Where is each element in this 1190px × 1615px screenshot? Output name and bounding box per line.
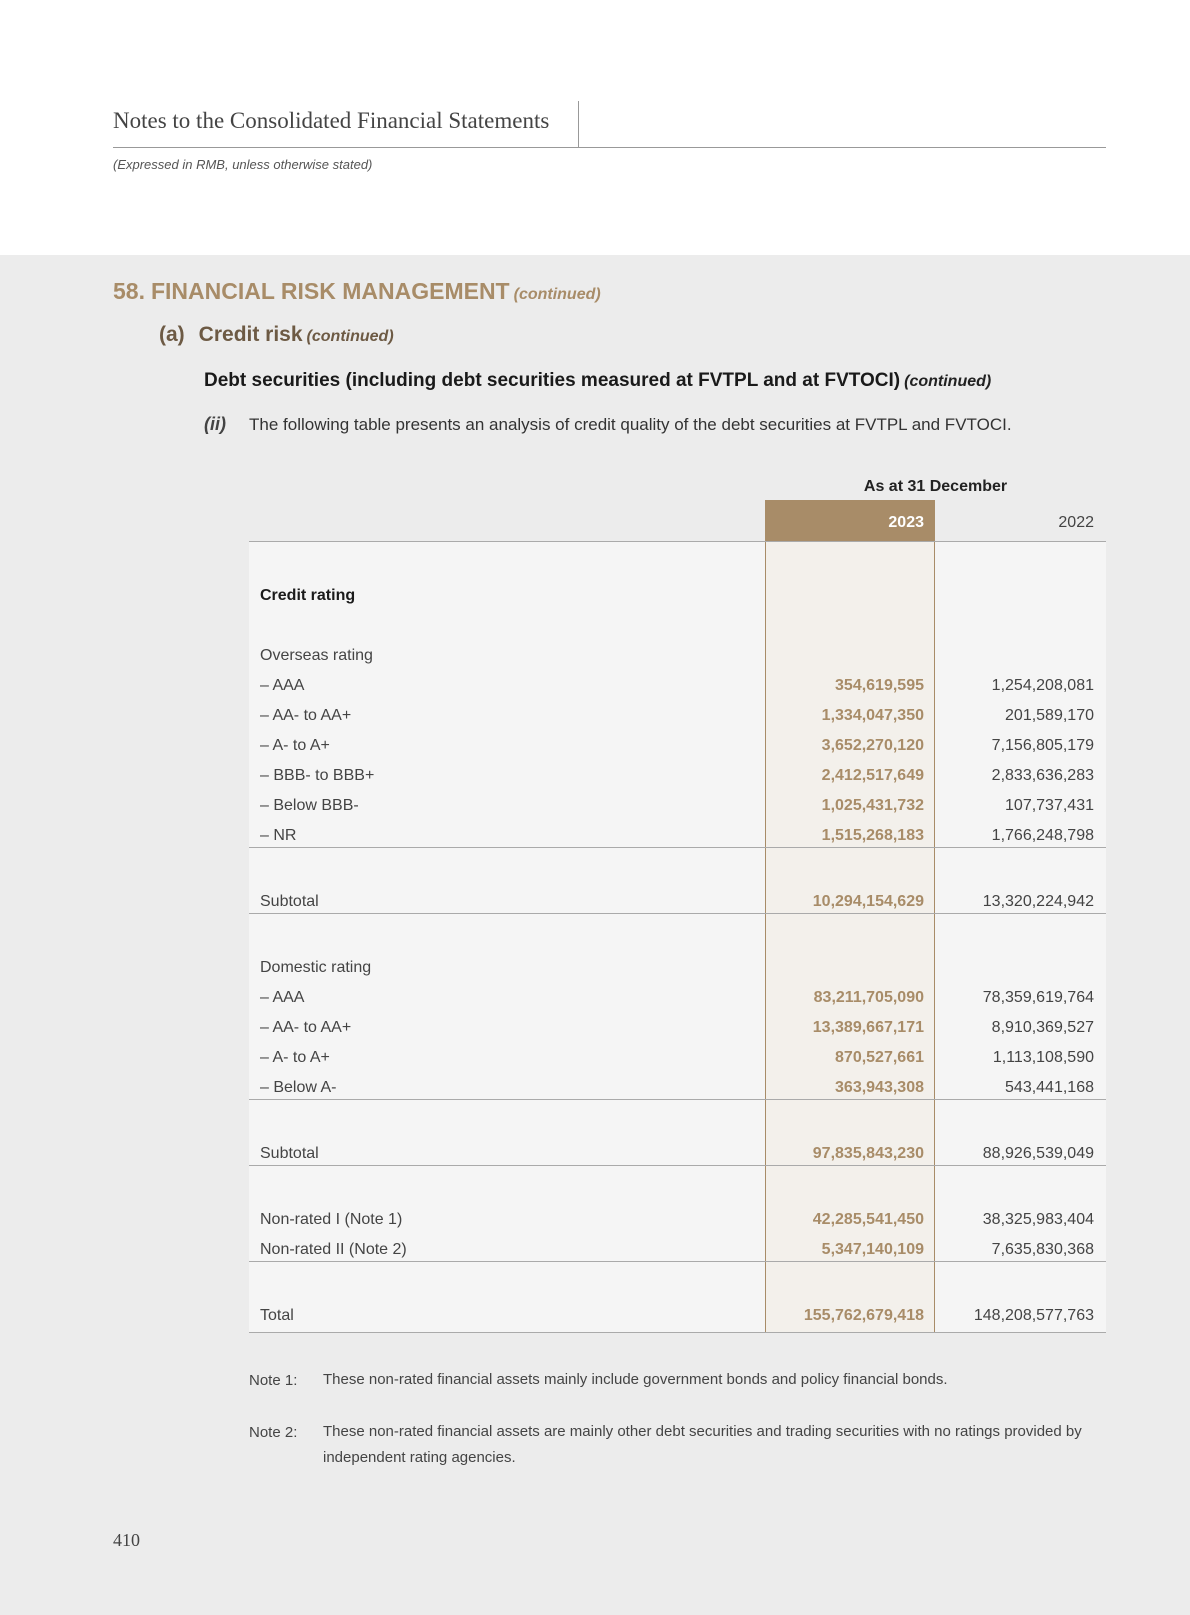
table-row-label: – A- to A+ [260, 1049, 330, 1066]
table-cell-2023: 1,334,047,350 [821, 707, 924, 724]
table-section-rule [249, 1261, 1106, 1262]
note-text: These non-rated financial assets are mainly other debt securities and trading securities with no ratings provided by independent rating agencies. [323, 1423, 1082, 1466]
subsection-number: (a) [159, 323, 185, 346]
note-label: Note 2: [249, 1424, 298, 1441]
table-cell-2023: 13,389,667,171 [812, 1019, 924, 1036]
table-row-label: – A- to A+ [260, 737, 330, 754]
table-row-label: Subtotal [260, 893, 319, 910]
table-row-label: – BBB- to BBB+ [260, 767, 375, 784]
table-section-rule [249, 1165, 1106, 1166]
currency-note: (Expressed in RMB, unless otherwise stated) [113, 157, 373, 172]
note-label: Note 1: [249, 1372, 298, 1389]
table-row-label: Non-rated I (Note 1) [260, 1211, 403, 1228]
header-divider-vertical [578, 101, 579, 147]
subsection-title: Credit risk [198, 323, 303, 346]
table-cell-2022: 88,926,539,049 [982, 1145, 1094, 1162]
table-cell-2023: 1,025,431,732 [821, 797, 924, 814]
subsection-heading [159, 323, 394, 347]
column-header-2022: 2022 [1058, 514, 1094, 531]
table-cell-2022: 107,737,431 [1005, 797, 1094, 814]
table-cell-2022: 2,833,636,283 [991, 767, 1094, 784]
table-cell-2023: 5,347,140,109 [821, 1241, 924, 1258]
table-cell-2022: 543,441,168 [1005, 1079, 1094, 1096]
table-header-rule [249, 541, 1106, 542]
item-number: (ii) [204, 414, 226, 434]
table-section-rule [249, 1099, 1106, 1100]
subsection-continued: (continued) [306, 328, 394, 345]
paragraph-title: Debt securities (including debt securities measured at FVTPL and at FVTOCI) [204, 370, 901, 391]
section-number: 58. [113, 278, 145, 304]
table-row-label: – Below BBB- [260, 797, 359, 814]
note-text: These non-rated financial assets mainly include government bonds and policy financial bonds. [323, 1371, 948, 1388]
table-cell-2022: 1,113,108,590 [992, 1049, 1094, 1066]
section-continued: (continued) [513, 286, 601, 303]
item-text: The following table presents an analysis of credit quality of the debt securities at FVTPL and FVTOCI. [249, 415, 1012, 434]
table-section-rule [249, 913, 1106, 914]
table-bottom-rule [249, 1332, 1106, 1333]
table-cell-2023: 97,835,843,230 [812, 1145, 924, 1162]
table-row-label: – AA- to AA+ [260, 707, 352, 724]
table-row-label: Subtotal [260, 1145, 319, 1162]
table-cell-2022: 7,635,830,368 [991, 1241, 1094, 1258]
section-heading [113, 278, 601, 306]
paragraph-heading [204, 370, 991, 392]
table-cell-2023: 3,652,270,120 [821, 737, 924, 754]
table-cell-2022: 1,254,208,081 [991, 677, 1094, 694]
table-row-label: Non-rated II (Note 2) [260, 1241, 407, 1258]
table-cell-2022: 8,910,369,527 [991, 1019, 1094, 1036]
table-row-label: Credit rating [260, 587, 356, 604]
table-cell-2022: 38,325,983,404 [982, 1211, 1094, 1228]
table-cell-2023: 870,527,661 [835, 1049, 924, 1066]
table-row-label: – AAA [260, 677, 305, 694]
table-cell-2022: 1,766,248,798 [991, 827, 1094, 844]
header-divider-horizontal [113, 147, 1106, 148]
table-row-label: – Below A- [260, 1079, 337, 1096]
table-row-label: – AAA [260, 989, 305, 1006]
table-cell-2023: 42,285,541,450 [812, 1211, 924, 1228]
table-row-label: Total [260, 1307, 294, 1324]
column-header-2023: 2023 [888, 514, 924, 531]
paragraph-continued: (continued) [904, 373, 992, 390]
column-group-header: As at 31 December [863, 478, 1008, 495]
table-cell-2022: 148,208,577,763 [973, 1307, 1094, 1324]
page-number: 410 [113, 1530, 140, 1550]
table-cell-2023: 363,943,308 [835, 1079, 924, 1096]
table-cell-2023: 2,412,517,649 [821, 767, 924, 784]
table-cell-2022: 78,359,619,764 [982, 989, 1094, 1006]
table-cell-2023: 1,515,268,183 [821, 827, 924, 844]
table-row-label: Domestic rating [260, 959, 372, 976]
section-title: FINANCIAL RISK MANAGEMENT [150, 278, 510, 304]
table-cell-2022: 13,320,224,942 [982, 893, 1094, 910]
table-row-label: – AA- to AA+ [260, 1019, 352, 1036]
table-section-rule [249, 847, 1106, 848]
table-cell-2022: 201,589,170 [1005, 707, 1094, 724]
table-cell-2022: 7,156,805,179 [991, 737, 1094, 754]
running-title: Notes to the Consolidated Financial Statements [113, 108, 550, 133]
table-cell-2023: 155,762,679,418 [803, 1307, 924, 1324]
table-cell-2023: 83,211,705,090 [813, 989, 924, 1006]
table-cell-2023: 354,619,595 [835, 677, 924, 694]
table-row-label: Overseas rating [260, 647, 373, 664]
table-cell-2023: 10,294,154,629 [812, 893, 924, 910]
table-row-label: – NR [260, 827, 297, 844]
